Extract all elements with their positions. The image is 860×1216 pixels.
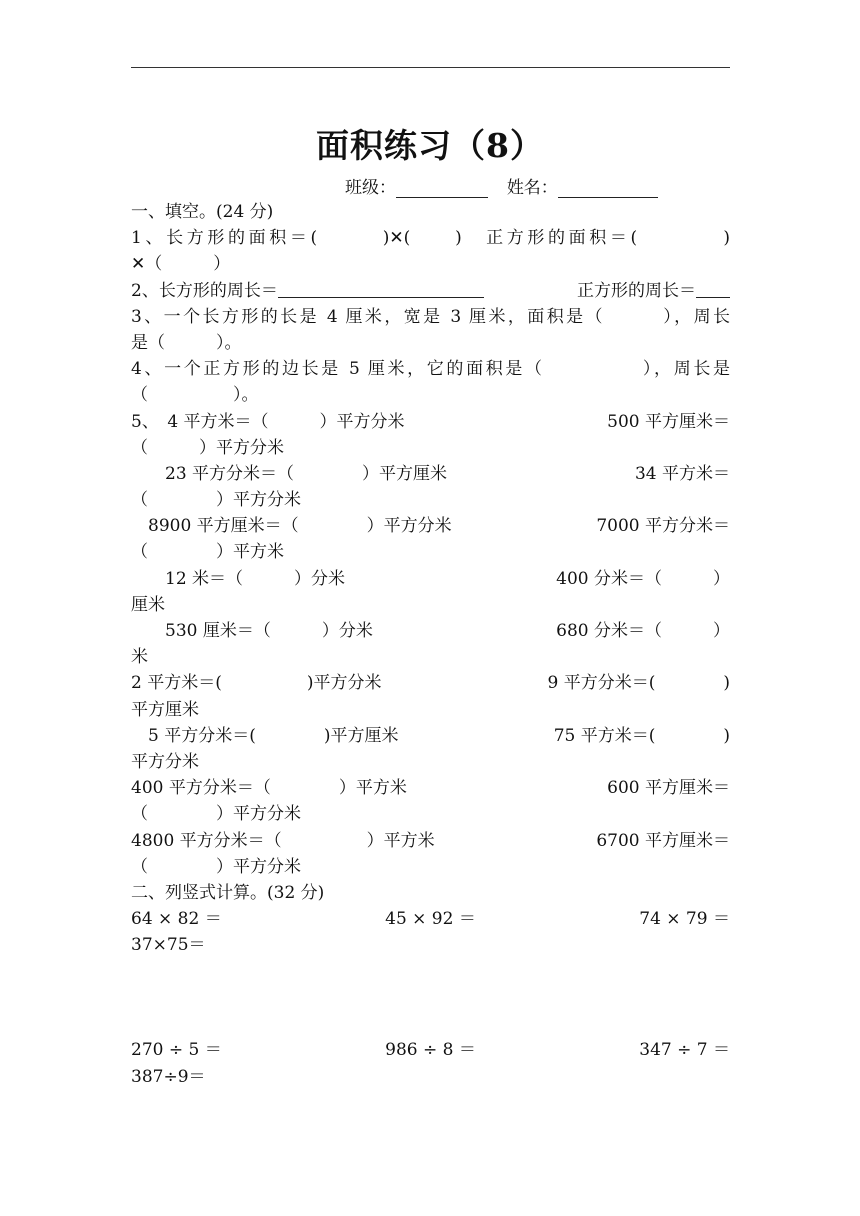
class-blank[interactable]	[396, 180, 488, 198]
question-4-line: 4、一个正方形的边长是 5 厘米，它的面积是（ ），周长是	[131, 359, 730, 380]
conversion-continuation: （ ）平方分米	[131, 437, 284, 458]
conversion-right: 600 平方厘米＝	[607, 778, 730, 799]
section-heading: 二、列竖式计算。(32 分)	[131, 882, 325, 903]
conversion-left: 12 米＝（ ）分米	[131, 568, 346, 589]
conversion-row	[131, 775, 730, 801]
conversion-continuation: 平方分米	[131, 751, 199, 772]
question-3-line: 3、一个长方形的长是 4 厘米，宽是 3 厘米，面积是（ ），周长	[131, 306, 730, 327]
calc-item: 45 × 92 ＝	[385, 909, 476, 930]
conversion-left: 8900 平方厘米＝（ ）平方分米	[131, 516, 452, 537]
conversion-row	[131, 409, 730, 435]
conversion-right: 680 分米＝（ ）	[556, 621, 730, 641]
name-blank[interactable]	[558, 180, 658, 198]
calc-item: 270 ÷ 5 ＝	[131, 1040, 222, 1061]
multiplication-row	[131, 906, 730, 932]
worksheet-body	[131, 199, 730, 1090]
conversion-left: 2 平方米＝( )平方分米	[131, 673, 382, 694]
conversion-row	[131, 828, 730, 854]
conversion-continuation: （ ）平方米	[131, 542, 284, 563]
student-info	[345, 173, 658, 198]
conversion-right: 9 平方分米＝( )	[547, 673, 730, 694]
conversion-continuation: （ ）平方分米	[131, 490, 301, 511]
square-perimeter-blank[interactable]	[696, 278, 730, 298]
top-rule	[131, 67, 730, 68]
conversion-row	[131, 618, 730, 644]
conversion-right: 7000 平方分米＝	[596, 516, 730, 537]
conversion-right: 400 分米＝（ ）	[556, 568, 730, 589]
conversion-row	[131, 670, 730, 696]
conversion-row	[131, 566, 730, 592]
page-title: 面积练习（8）	[316, 126, 544, 165]
calc-item: 64 × 82 ＝	[131, 909, 222, 930]
conversion-right: 34 平方米＝	[634, 463, 730, 484]
calc-item: 387÷9＝	[131, 1066, 206, 1087]
conversion-row	[131, 723, 730, 749]
conversion-right: 6700 平方厘米＝	[596, 830, 730, 851]
conversion-row	[131, 461, 730, 487]
conversion-continuation: 米	[131, 647, 148, 668]
conversion-left: 23 平方分米＝（ ）平方厘米	[131, 463, 448, 484]
question-4-continuation: （ ）。	[131, 385, 259, 406]
division-row	[131, 1037, 730, 1063]
conversion-left: 530 厘米＝（ ）分米	[131, 621, 373, 641]
conversion-left: 5 平方分米＝( )平方厘米	[131, 725, 399, 746]
conversion-row	[131, 513, 730, 539]
conversion-left: 4800 平方分米＝（ ）平方米	[131, 830, 435, 851]
conversion-left: 5、 4 平方米＝（ ）平方分米	[131, 411, 405, 432]
question-1-line: 1、长方形的面积＝( )✕( ) 正方形的面积＝( )	[131, 228, 730, 249]
class-label: 班级：	[345, 178, 396, 198]
calc-item: 986 ÷ 8 ＝	[385, 1040, 476, 1061]
rect-perimeter-label: 2、长方形的周长＝	[131, 280, 278, 301]
section-heading: 一、填空。(24 分)	[131, 202, 274, 222]
calc-item: 37×75＝	[131, 935, 206, 956]
conversion-right: 75 平方米＝( )	[553, 725, 730, 746]
rect-perimeter-blank[interactable]	[278, 278, 484, 298]
question-3-continuation: 是（ ）。	[131, 332, 242, 353]
conversion-continuation: （ ）平方分米	[131, 856, 301, 877]
conversion-continuation: （ ）平方分米	[131, 804, 301, 825]
workspace-gap	[131, 958, 730, 1037]
name-label: 姓名：	[506, 178, 558, 198]
question-2-line	[131, 278, 730, 304]
square-perimeter-label: 正方形的周长＝	[577, 280, 696, 301]
conversion-left: 400 平方分米＝（ ）平方米	[131, 778, 407, 799]
conversion-continuation: 平方厘米	[131, 699, 199, 720]
calc-item: 347 ÷ 7 ＝	[639, 1040, 730, 1061]
conversion-continuation: 厘米	[131, 594, 165, 615]
conversion-right: 500 平方厘米＝	[607, 411, 730, 432]
calc-item: 74 × 79 ＝	[639, 909, 730, 930]
question-1-continuation: ✕（ ）	[131, 254, 231, 275]
